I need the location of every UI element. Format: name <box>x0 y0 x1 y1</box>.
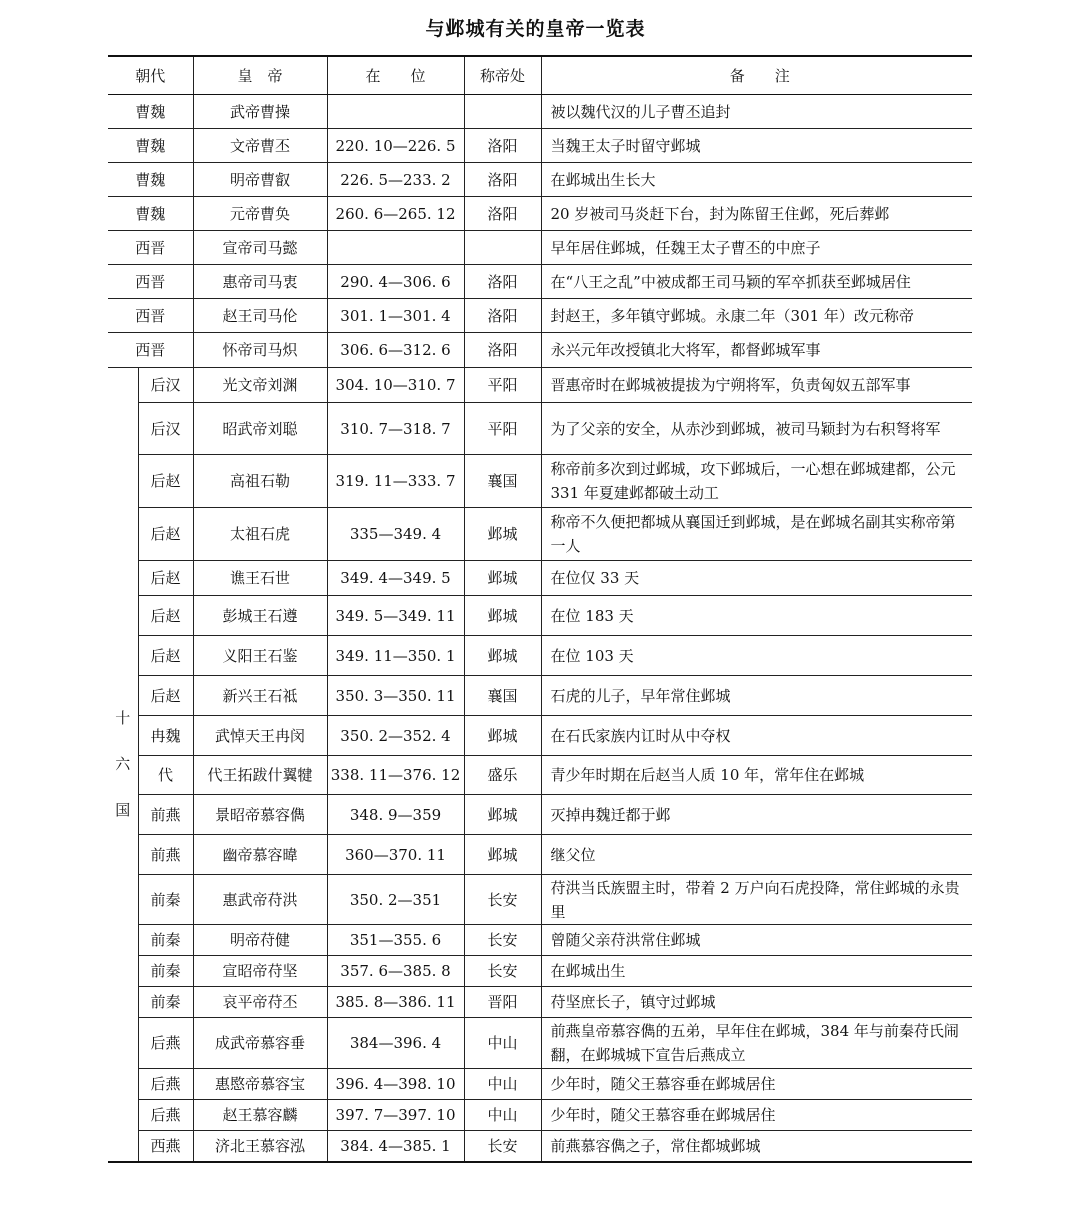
emperor-cell: 谯王石世 <box>193 561 327 596</box>
note-cell: 苻坚庶长子，镇守过邺城 <box>541 987 972 1018</box>
note-cell: 在邺城出生 <box>541 956 972 987</box>
dynasty-cell: 后汉 <box>138 403 193 455</box>
capital-cell: 邺城 <box>464 795 541 835</box>
capital-cell: 洛阳 <box>464 333 541 368</box>
dynasty-cell: 后赵 <box>138 508 193 561</box>
group-label-char: 十 <box>115 709 131 728</box>
emperor-table <box>108 55 972 1163</box>
note-cell: 少年时，随父王慕容垂在邺城居住 <box>541 1100 972 1131</box>
note-cell: 为了父亲的安全，从赤沙到邺城，被司马颖封为右积弩将军 <box>541 403 972 455</box>
table-row <box>108 163 972 197</box>
note-cell: 继父位 <box>541 835 972 875</box>
reign-cell: 220. 10—226. 5 <box>327 129 464 163</box>
emperor-cell: 元帝曹奂 <box>193 197 327 231</box>
table-row <box>108 1131 972 1162</box>
capital-cell: 洛阳 <box>464 299 541 333</box>
table-row <box>108 265 972 299</box>
table-row <box>108 716 972 756</box>
emperor-cell: 太祖石虎 <box>193 508 327 561</box>
table-row <box>108 1069 972 1100</box>
dynasty-cell: 后赵 <box>138 636 193 676</box>
reign-cell: 319. 11—333. 7 <box>327 455 464 508</box>
note-cell: 苻洪当氐族盟主时，带着 2 万户向石虎投降，常住邺城的永贵里 <box>541 875 972 925</box>
reign-cell: 290. 4—306. 6 <box>327 265 464 299</box>
emperor-cell: 彭城王石遵 <box>193 596 327 636</box>
table-row <box>108 299 972 333</box>
dynasty-cell: 曹魏 <box>108 197 193 231</box>
table-row <box>108 875 972 925</box>
dynasty-cell: 前秦 <box>138 987 193 1018</box>
group-label-char: 六 <box>115 755 131 774</box>
reign-cell: 350. 2—351 <box>327 875 464 925</box>
reign-cell: 335—349. 4 <box>327 508 464 561</box>
table-row <box>108 795 972 835</box>
emperor-cell: 光文帝刘渊 <box>193 368 327 403</box>
capital-cell: 长安 <box>464 956 541 987</box>
emperor-cell: 昭武帝刘聪 <box>193 403 327 455</box>
capital-cell: 中山 <box>464 1018 541 1069</box>
reign-cell: 306. 6—312. 6 <box>327 333 464 368</box>
emperor-cell: 宣昭帝苻坚 <box>193 956 327 987</box>
emperor-cell: 怀帝司马炽 <box>193 333 327 368</box>
note-cell: 早年居住邺城，任魏王太子曹丕的中庶子 <box>541 231 972 265</box>
dynasty-cell: 后赵 <box>138 676 193 716</box>
table-row <box>108 1100 972 1131</box>
reign-cell: 349. 5—349. 11 <box>327 596 464 636</box>
note-cell: 称帝不久便把都城从襄国迁到邺城，是在邺城名副其实称帝第一人 <box>541 508 972 561</box>
table-row <box>108 197 972 231</box>
emperor-cell: 武帝曹操 <box>193 95 327 129</box>
header-capital: 称帝处 <box>464 56 541 95</box>
reign-cell: 304. 10—310. 7 <box>327 368 464 403</box>
capital-cell: 襄国 <box>464 676 541 716</box>
reign-cell: 338. 11—376. 12 <box>327 756 464 795</box>
note-cell: 被以魏代汉的儿子曹丕追封 <box>541 95 972 129</box>
reign-cell: 385. 8—386. 11 <box>327 987 464 1018</box>
capital-cell: 平阳 <box>464 403 541 455</box>
table-row <box>108 925 972 956</box>
table-row <box>108 95 972 129</box>
note-cell: 在邺城出生长大 <box>541 163 972 197</box>
dynasty-cell: 曹魏 <box>108 95 193 129</box>
emperor-cell: 代王拓跋什翼犍 <box>193 756 327 795</box>
reign-cell: 348. 9—359 <box>327 795 464 835</box>
emperor-cell: 惠武帝苻洪 <box>193 875 327 925</box>
emperor-cell: 赵王慕容麟 <box>193 1100 327 1131</box>
capital-cell: 邺城 <box>464 508 541 561</box>
table-row <box>108 403 972 455</box>
dynasty-cell: 后燕 <box>138 1100 193 1131</box>
dynasty-cell: 西晋 <box>108 333 193 368</box>
capital-cell: 邺城 <box>464 636 541 676</box>
note-cell: 当魏王太子时留守邺城 <box>541 129 972 163</box>
note-cell: 称帝前多次到过邺城，攻下邺城后，一心想在邺城建都，公元 331 年夏建邺都破土动工 <box>541 455 972 508</box>
emperor-cell: 惠愍帝慕容宝 <box>193 1069 327 1100</box>
header-emperor: 皇 帝 <box>193 56 327 95</box>
reign-cell <box>327 95 464 129</box>
dynasty-cell: 西晋 <box>108 299 193 333</box>
header-dynasty: 朝代 <box>108 56 193 95</box>
note-cell: 在“八王之乱”中被成都王司马颖的军卒抓获至邺城居住 <box>541 265 972 299</box>
header-row <box>108 56 972 95</box>
capital-cell: 平阳 <box>464 368 541 403</box>
capital-cell <box>464 231 541 265</box>
capital-cell: 襄国 <box>464 455 541 508</box>
reign-cell: 349. 11—350. 1 <box>327 636 464 676</box>
page-title: 与邺城有关的皇帝一览表 <box>425 18 646 40</box>
reign-cell: 260. 6—265. 12 <box>327 197 464 231</box>
dynasty-cell: 西晋 <box>108 231 193 265</box>
header-notes: 备 注 <box>541 56 972 95</box>
capital-cell: 长安 <box>464 925 541 956</box>
emperor-cell: 济北王慕容泓 <box>193 1131 327 1162</box>
table-row <box>108 368 972 403</box>
dynasty-cell: 西燕 <box>138 1131 193 1162</box>
reign-cell: 357. 6—385. 8 <box>327 956 464 987</box>
note-cell: 永兴元年改授镇北大将军，都督邺城军事 <box>541 333 972 368</box>
table-row <box>108 231 972 265</box>
emperor-cell: 义阳王石鉴 <box>193 636 327 676</box>
note-cell: 石虎的儿子，早年常住邺城 <box>541 676 972 716</box>
reign-cell: 310. 7—318. 7 <box>327 403 464 455</box>
emperor-cell: 幽帝慕容暐 <box>193 835 327 875</box>
capital-cell: 长安 <box>464 875 541 925</box>
group-label-char: 国 <box>115 801 131 820</box>
emperor-cell: 新兴王石祗 <box>193 676 327 716</box>
emperor-cell: 赵王司马伦 <box>193 299 327 333</box>
dynasty-cell: 前燕 <box>138 795 193 835</box>
dynasty-cell: 后赵 <box>138 561 193 596</box>
note-cell: 在位 183 天 <box>541 596 972 636</box>
table-row <box>108 561 972 596</box>
table-row <box>108 987 972 1018</box>
dynasty-cell: 代 <box>138 756 193 795</box>
dynasty-cell: 曹魏 <box>108 163 193 197</box>
header-reign: 在 位 <box>327 56 464 95</box>
emperor-cell: 明帝苻健 <box>193 925 327 956</box>
dynasty-cell: 前燕 <box>138 835 193 875</box>
capital-cell: 洛阳 <box>464 197 541 231</box>
reign-cell: 396. 4—398. 10 <box>327 1069 464 1100</box>
reign-cell: 384—396. 4 <box>327 1018 464 1069</box>
reign-cell: 350. 3—350. 11 <box>327 676 464 716</box>
note-cell: 在位仅 33 天 <box>541 561 972 596</box>
table-row <box>108 455 972 508</box>
capital-cell: 中山 <box>464 1069 541 1100</box>
note-cell: 青少年时期在后赵当人质 10 年，常年住在邺城 <box>541 756 972 795</box>
table-row <box>108 636 972 676</box>
emperor-cell: 明帝曹叡 <box>193 163 327 197</box>
emperor-cell: 宣帝司马懿 <box>193 231 327 265</box>
note-cell: 灭掉冉魏迁都于邺 <box>541 795 972 835</box>
reign-cell: 226. 5—233. 2 <box>327 163 464 197</box>
table-row <box>108 676 972 716</box>
capital-cell: 盛乐 <box>464 756 541 795</box>
table-row <box>108 756 972 795</box>
capital-cell: 邺城 <box>464 835 541 875</box>
dynasty-cell: 前秦 <box>138 956 193 987</box>
capital-cell: 长安 <box>464 1131 541 1162</box>
note-cell: 在石氏家族内讧时从中夺权 <box>541 716 972 756</box>
reign-cell: 350. 2—352. 4 <box>327 716 464 756</box>
table-row <box>108 333 972 368</box>
reign-cell: 384. 4—385. 1 <box>327 1131 464 1162</box>
dynasty-cell: 后赵 <box>138 455 193 508</box>
capital-cell: 邺城 <box>464 596 541 636</box>
table-row <box>108 508 972 561</box>
note-cell: 晋惠帝时在邺城被提拔为宁朔将军，负责匈奴五部军事 <box>541 368 972 403</box>
emperor-cell: 景昭帝慕容儁 <box>193 795 327 835</box>
emperor-cell: 惠帝司马衷 <box>193 265 327 299</box>
emperor-cell: 成武帝慕容垂 <box>193 1018 327 1069</box>
dynasty-cell: 西晋 <box>108 265 193 299</box>
reign-cell <box>327 231 464 265</box>
emperor-cell: 哀平帝苻丕 <box>193 987 327 1018</box>
table-row <box>108 1018 972 1069</box>
note-cell: 曾随父亲苻洪常住邺城 <box>541 925 972 956</box>
dynasty-cell: 前秦 <box>138 925 193 956</box>
dynasty-cell: 后燕 <box>138 1069 193 1100</box>
dynasty-cell: 前秦 <box>138 875 193 925</box>
note-cell: 前燕皇帝慕容儁的五弟，早年住在邺城，384 年与前秦苻氏闹翻，在邺城城下宣告后燕成立 <box>541 1018 972 1069</box>
dynasty-cell: 后赵 <box>138 596 193 636</box>
emperor-cell: 武悼天王冉闵 <box>193 716 327 756</box>
capital-cell: 洛阳 <box>464 265 541 299</box>
dynasty-cell: 后燕 <box>138 1018 193 1069</box>
emperor-cell: 文帝曹丕 <box>193 129 327 163</box>
capital-cell: 中山 <box>464 1100 541 1131</box>
capital-cell: 洛阳 <box>464 163 541 197</box>
sixteen-kingdoms-label <box>108 368 138 1162</box>
dynasty-cell: 冉魏 <box>138 716 193 756</box>
reign-cell: 360—370. 11 <box>327 835 464 875</box>
reign-cell: 351—355. 6 <box>327 925 464 956</box>
reign-cell: 301. 1—301. 4 <box>327 299 464 333</box>
capital-cell: 晋阳 <box>464 987 541 1018</box>
reign-cell: 397. 7—397. 10 <box>327 1100 464 1131</box>
table-row <box>108 835 972 875</box>
dynasty-cell: 后汉 <box>138 368 193 403</box>
capital-cell <box>464 95 541 129</box>
table-row <box>108 596 972 636</box>
note-cell: 在位 103 天 <box>541 636 972 676</box>
emperor-cell: 高祖石勒 <box>193 455 327 508</box>
capital-cell: 邺城 <box>464 716 541 756</box>
dynasty-cell: 曹魏 <box>108 129 193 163</box>
capital-cell: 邺城 <box>464 561 541 596</box>
note-cell: 20 岁被司马炎赶下台，封为陈留王住邺，死后葬邺 <box>541 197 972 231</box>
note-cell: 前燕慕容儁之子，常住都城邺城 <box>541 1131 972 1162</box>
note-cell: 封赵王，多年镇守邺城。永康二年（301 年）改元称帝 <box>541 299 972 333</box>
note-cell: 少年时，随父王慕容垂在邺城居住 <box>541 1069 972 1100</box>
reign-cell: 349. 4—349. 5 <box>327 561 464 596</box>
table-row <box>108 129 972 163</box>
table-row <box>108 956 972 987</box>
capital-cell: 洛阳 <box>464 129 541 163</box>
